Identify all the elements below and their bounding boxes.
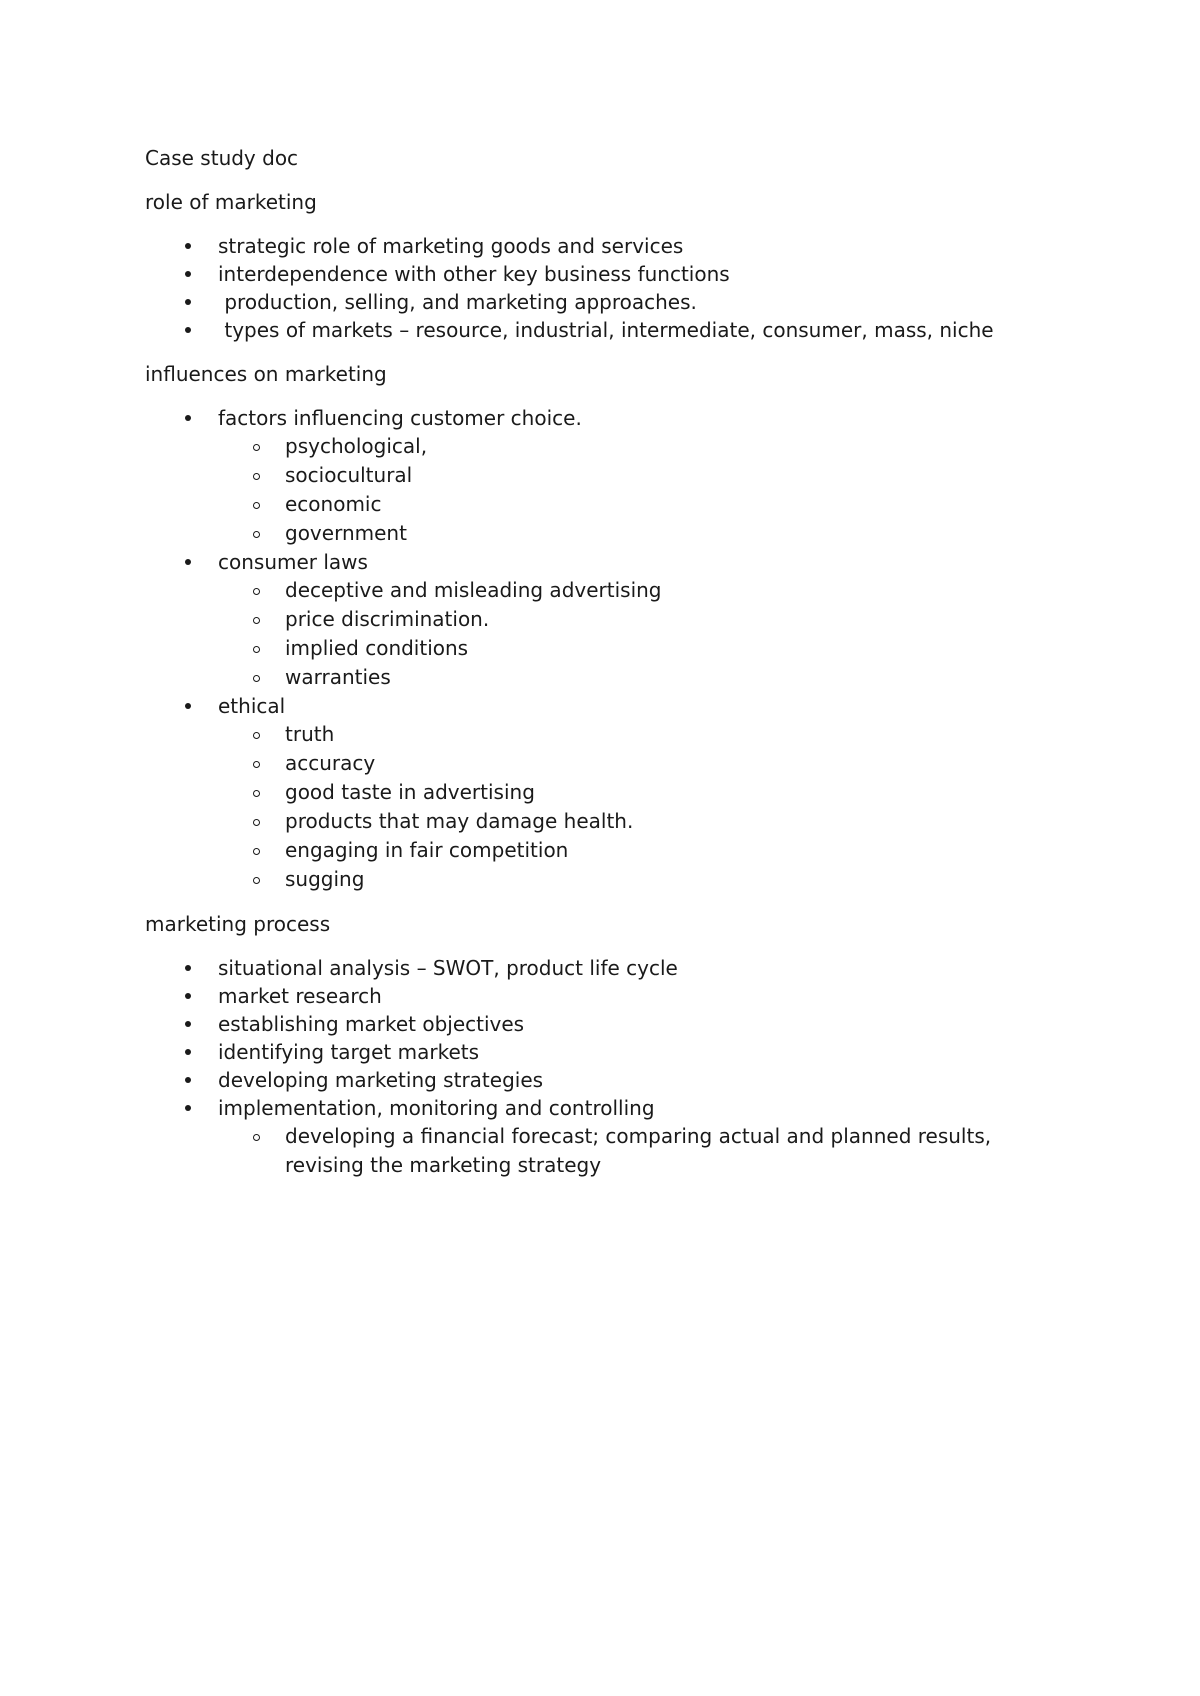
- list-item-text: establishing market objectives: [218, 1012, 525, 1036]
- sub-list: [145, 720, 1045, 894]
- sub-list-item: [145, 778, 1045, 807]
- list-item-text: developing marketing strategies: [218, 1068, 544, 1092]
- bullet-icon: [185, 993, 191, 999]
- hollow-bullet-icon: [253, 1134, 260, 1141]
- list-item: [145, 1038, 1045, 1066]
- sub-list-item: [145, 634, 1045, 663]
- list-item-text: situational analysis – SWOT, product life cycle: [218, 956, 678, 980]
- bullet-icon: [185, 965, 191, 971]
- sub-list-item-text: sociocultural: [285, 463, 413, 487]
- sub-list-item: [145, 490, 1045, 519]
- sub-list-item-text: developing a financial forecast; comparing actual and planned results, revising the marketing strategy: [285, 1124, 992, 1177]
- sub-list-item: [145, 720, 1045, 749]
- list-item: [145, 1010, 1045, 1038]
- sub-list-item-text: government: [285, 521, 407, 545]
- hollow-bullet-icon: [253, 646, 260, 653]
- sub-list-item-text: good taste in advertising: [285, 780, 535, 804]
- sub-list-item-text: economic: [285, 492, 382, 516]
- sub-list-item: [145, 432, 1045, 461]
- list-item: [145, 404, 1045, 548]
- section-heading: influences on marketing: [145, 362, 387, 386]
- sub-list-item-text: implied conditions: [285, 636, 469, 660]
- document-sections: [145, 188, 1045, 1180]
- sub-list-item-text: products that may damage health.: [285, 809, 634, 833]
- hollow-bullet-icon: [253, 473, 260, 480]
- hollow-bullet-icon: [253, 877, 260, 884]
- bullet-list: [145, 954, 1045, 1180]
- hollow-bullet-icon: [253, 761, 260, 768]
- hollow-bullet-icon: [253, 444, 260, 451]
- list-item-text: interdependence with other key business functions: [218, 262, 730, 286]
- list-item: [145, 954, 1045, 982]
- section-heading: marketing process: [145, 912, 331, 936]
- bullet-icon: [185, 1105, 191, 1111]
- sub-list-item: [145, 461, 1045, 490]
- sub-list-item: [145, 576, 1045, 605]
- list-item: [145, 1094, 1045, 1180]
- document-title: Case study doc: [145, 146, 299, 170]
- list-item-text: implementation, monitoring and controlling: [218, 1096, 655, 1120]
- bullet-icon: [185, 415, 191, 421]
- sub-list-item-text: price discrimination.: [285, 607, 490, 631]
- bullet-icon: [185, 327, 191, 333]
- sub-list-item-text: truth: [285, 722, 335, 746]
- list-item-text: strategic role of marketing goods and services: [218, 234, 684, 258]
- sub-list-item-text: sugging: [285, 867, 365, 891]
- sub-list-item: [145, 663, 1045, 692]
- list-item-text: types of markets – resource, industrial, intermediate, consumer, mass, niche: [218, 318, 994, 342]
- bullet-icon: [185, 1077, 191, 1083]
- sub-list-item: [145, 865, 1045, 894]
- list-item: [145, 982, 1045, 1010]
- hollow-bullet-icon: [253, 819, 260, 826]
- bullet-list: [145, 404, 1045, 894]
- sub-list: [145, 432, 1045, 548]
- list-item: [145, 232, 1045, 260]
- hollow-bullet-icon: [253, 790, 260, 797]
- list-item-text: market research: [218, 984, 382, 1008]
- sub-list-item: [145, 605, 1045, 634]
- hollow-bullet-icon: [253, 617, 260, 624]
- list-item: [145, 692, 1045, 894]
- sub-list-item-text: accuracy: [285, 751, 376, 775]
- sub-list-item: [145, 807, 1045, 836]
- sub-list: [145, 576, 1045, 692]
- list-item-text: production, selling, and marketing approaches.: [218, 290, 697, 314]
- sub-list: [145, 1122, 1045, 1180]
- list-item-text: identifying target markets: [218, 1040, 480, 1064]
- bullet-icon: [185, 271, 191, 277]
- hollow-bullet-icon: [253, 588, 260, 595]
- list-item: [145, 260, 1045, 288]
- bullet-icon: [185, 1049, 191, 1055]
- hollow-bullet-icon: [253, 502, 260, 509]
- list-item: [145, 548, 1045, 692]
- sub-list-item: [145, 1122, 1045, 1180]
- sub-list-item-text: engaging in fair competition: [285, 838, 569, 862]
- bullet-icon: [185, 703, 191, 709]
- list-item-text: ethical: [218, 694, 286, 718]
- sub-list-item-text: warranties: [285, 665, 391, 689]
- sub-list-item: [145, 519, 1045, 548]
- list-item: [145, 316, 1045, 344]
- section-heading: role of marketing: [145, 190, 317, 214]
- sub-list-item-text: deceptive and misleading advertising: [285, 578, 662, 602]
- bullet-icon: [185, 1021, 191, 1027]
- bullet-icon: [185, 559, 191, 565]
- list-item: [145, 288, 1045, 316]
- sub-list-item: [145, 836, 1045, 865]
- hollow-bullet-icon: [253, 732, 260, 739]
- bullet-list: [145, 232, 1045, 344]
- sub-list-item-text: psychological,: [285, 434, 428, 458]
- bullet-icon: [185, 243, 191, 249]
- list-item-text: factors influencing customer choice.: [218, 406, 582, 430]
- sub-list-item: [145, 749, 1045, 778]
- document-body: [145, 144, 1045, 1196]
- list-item: [145, 1066, 1045, 1094]
- list-item-text: consumer laws: [218, 550, 368, 574]
- hollow-bullet-icon: [253, 531, 260, 538]
- hollow-bullet-icon: [253, 848, 260, 855]
- bullet-icon: [185, 299, 191, 305]
- hollow-bullet-icon: [253, 675, 260, 682]
